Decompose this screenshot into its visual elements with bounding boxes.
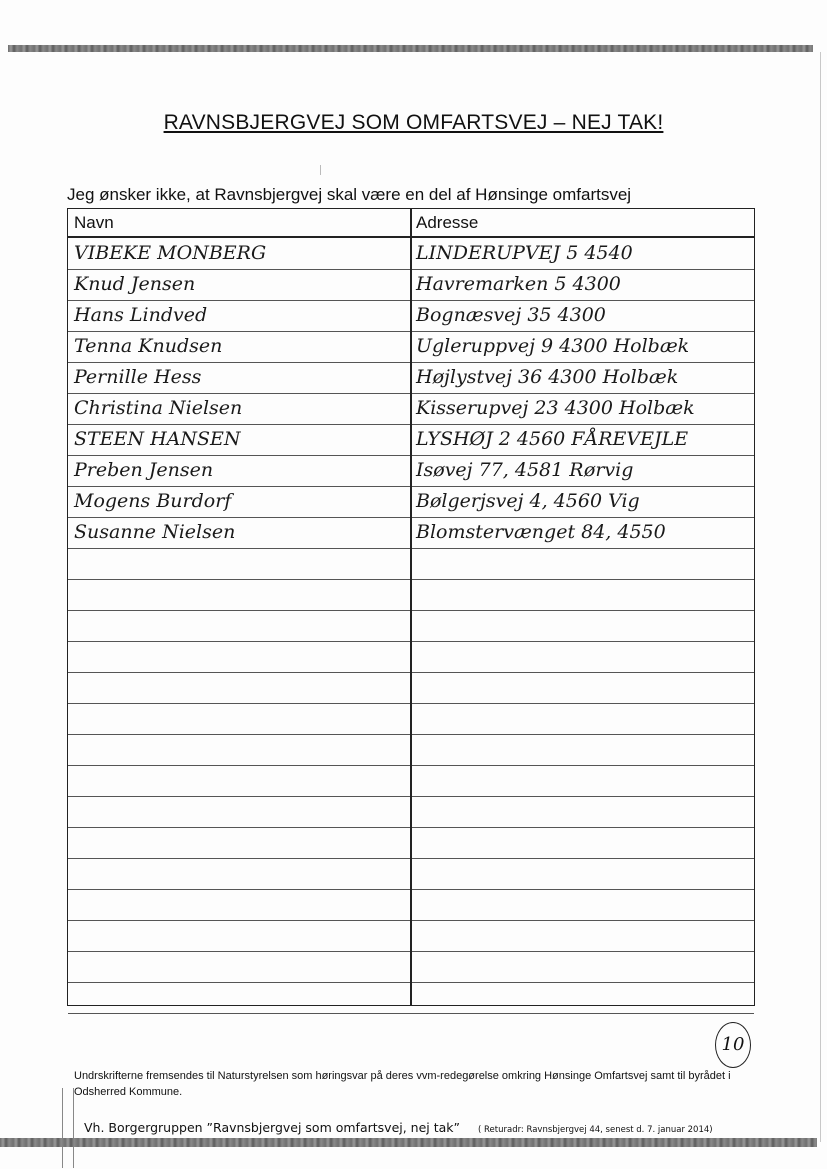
- signature-name: [74, 765, 404, 796]
- margin-marks: [62, 1088, 74, 1168]
- signature-address: Ugleruppvej 9 4300 Holbæk: [416, 335, 690, 357]
- signature-table: [67, 208, 755, 1006]
- signature-name: [74, 982, 404, 1013]
- signature-address: [416, 579, 750, 610]
- signature-name: Hans Lindved: [74, 304, 208, 326]
- bottom-line: [84, 1120, 713, 1135]
- signature-address: LYSHØJ 2 4560 FÅREVEJLE: [416, 428, 689, 450]
- signature-name: Knud Jensen: [74, 273, 196, 295]
- signature-name: [74, 889, 404, 920]
- signature-name: [74, 796, 404, 827]
- signature-name: Preben Jensen: [74, 459, 214, 481]
- signature-address: Blomstervænget 84, 4550: [416, 521, 666, 543]
- signature-name: [74, 672, 404, 703]
- signature-address: [416, 889, 750, 920]
- signature-address: LINDERUPVEJ 5 4540: [416, 242, 633, 264]
- signature-address: Kisserupvej 23 4300 Holbæk: [416, 397, 695, 419]
- signature-address: [416, 920, 750, 951]
- scan-artifact-top: [8, 45, 813, 52]
- signature-address: Bognæsvej 35 4300: [416, 304, 606, 326]
- signature-address: [416, 982, 750, 1013]
- signature-name: VIBEKE MONBERG: [74, 242, 267, 264]
- column-divider: [410, 209, 412, 1005]
- page-number: 10: [715, 1022, 751, 1068]
- signature-address: [416, 858, 750, 889]
- return-address-note: ( Returadr: Ravnsbjergvej 44, senest d. 7. januar 2014): [478, 1125, 713, 1135]
- signature-name: [74, 734, 404, 765]
- signature-address: [416, 734, 750, 765]
- signature-address: [416, 672, 750, 703]
- signature-name: [74, 610, 404, 641]
- scan-artifact-bottom: [0, 1138, 817, 1147]
- signature-address: Havremarken 5 4300: [416, 273, 621, 295]
- footer-note: Undrskrifterne fremsendes til Naturstyrelsen som høringsvar på deres vvm-redegørelse omkring Hønsinge Omfartsvej samt til byrådet i Odsherred Kommune.: [74, 1070, 731, 1098]
- scan-mark: [320, 165, 321, 175]
- signature-name: STEEN HANSEN: [74, 428, 241, 450]
- signature-address: [416, 827, 750, 858]
- signature-name: Christina Nielsen: [74, 397, 243, 419]
- signature-name: [74, 920, 404, 951]
- sender-line: Vh. Borgergruppen ”Ravnsbjergvej som omfartsvej, nej tak”: [84, 1120, 461, 1135]
- column-header-address: Adresse: [416, 213, 479, 232]
- signature-address: [416, 703, 750, 734]
- document-subtitle: Jeg ønsker ikke, at Ravnsbjergvej skal være en del af Hønsinge omfartsvej: [67, 185, 632, 204]
- signature-name: [74, 548, 404, 579]
- signature-name: [74, 827, 404, 858]
- signature-address: [416, 641, 750, 672]
- signature-name: [74, 703, 404, 734]
- signature-address: [416, 548, 750, 579]
- document-title: RAVNSBJERGVEJ SOM OMFARTSVEJ – NEJ TAK!: [163, 111, 664, 134]
- signature-name: [74, 579, 404, 610]
- signature-name: Mogens Burdorf: [74, 490, 232, 512]
- signature-name: Tenna Knudsen: [74, 335, 223, 357]
- scan-edge-line: [820, 52, 821, 1142]
- signature-name: [74, 858, 404, 889]
- signature-name: [74, 951, 404, 982]
- signature-address: [416, 765, 750, 796]
- signature-address: Isøvej 77, 4581 Rørvig: [416, 459, 634, 481]
- signature-address: [416, 610, 750, 641]
- signature-name: [74, 641, 404, 672]
- signature-address: [416, 951, 750, 982]
- signature-address: Bølgerjsvej 4, 4560 Vig: [416, 490, 640, 512]
- signature-address: Højlystvej 36 4300 Holbæk: [416, 366, 679, 388]
- signature-name: Susanne Nielsen: [74, 521, 236, 543]
- signature-name: Pernille Hess: [74, 366, 202, 388]
- signature-address: [416, 796, 750, 827]
- column-header-name: Navn: [74, 213, 114, 232]
